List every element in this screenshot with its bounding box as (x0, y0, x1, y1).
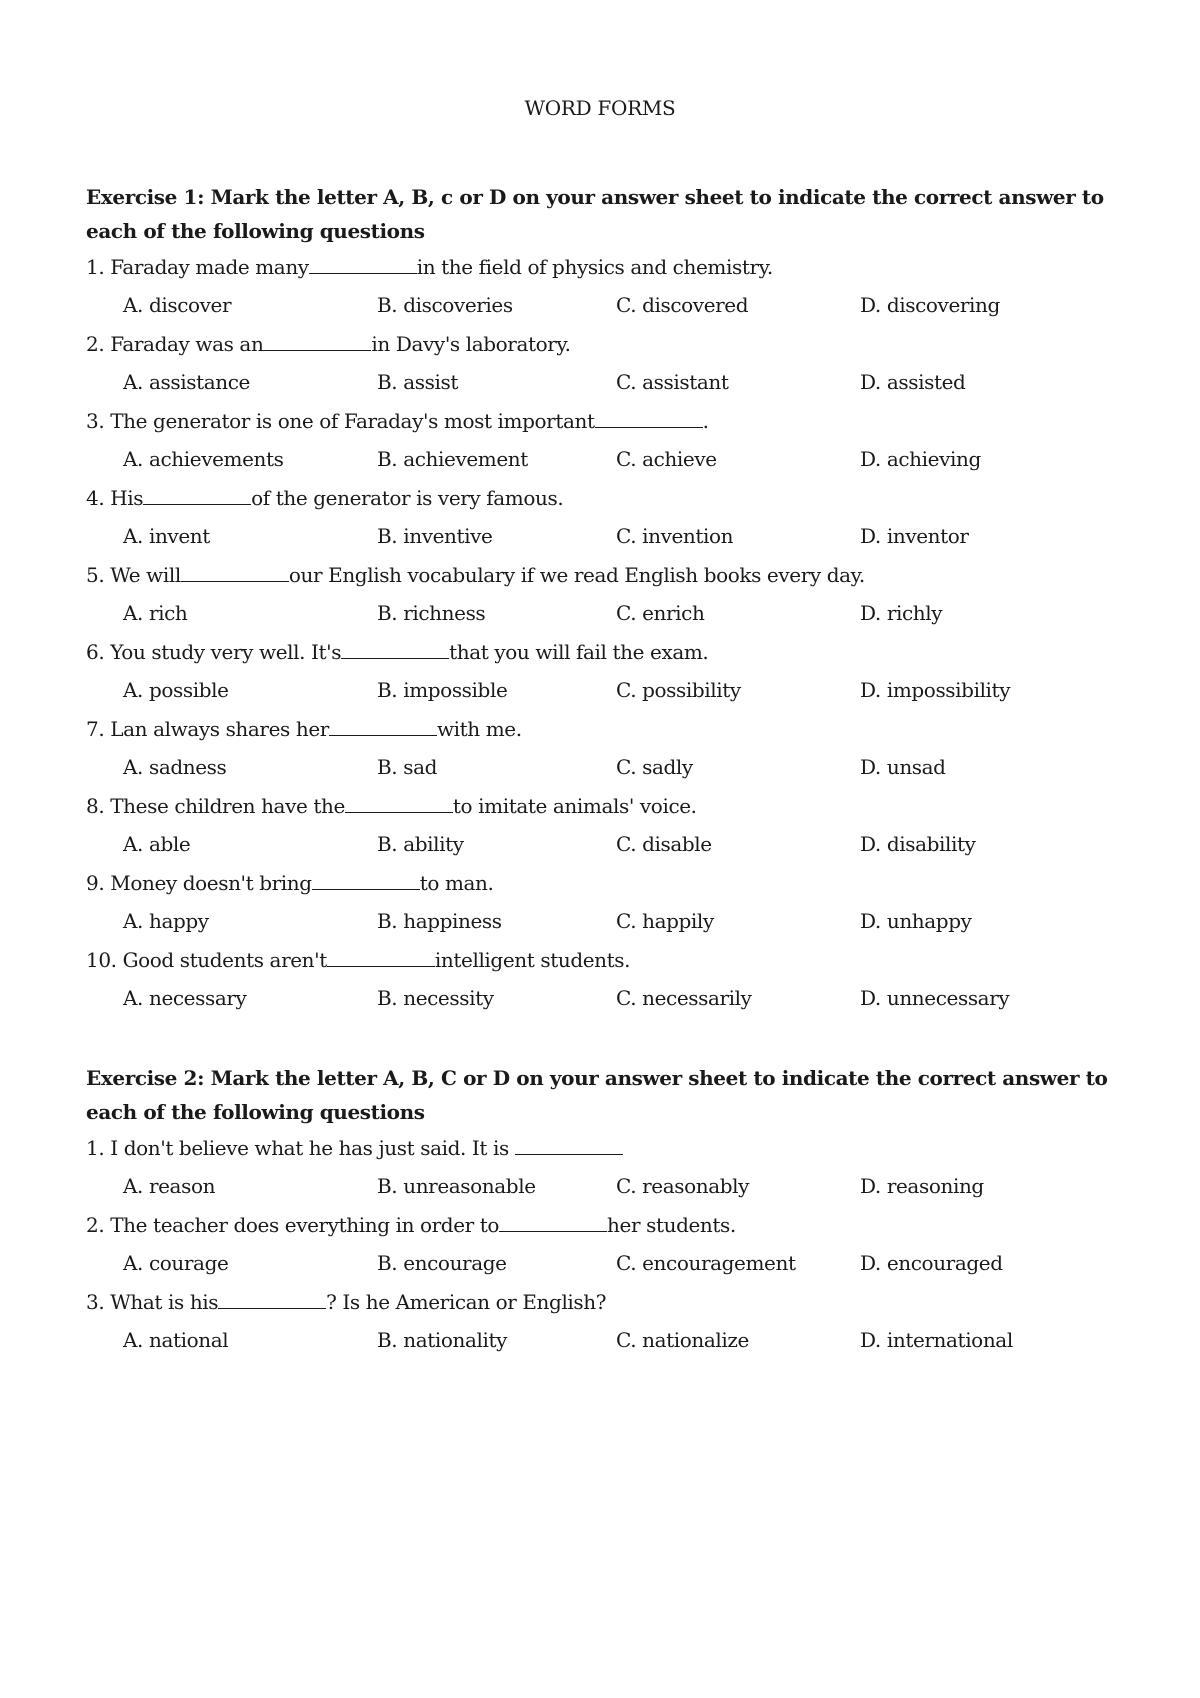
option-d: D. assisted (860, 370, 966, 394)
answer-blank (499, 1213, 607, 1232)
answer-blank (181, 563, 289, 582)
options-2-1 (0, 1173, 1200, 1199)
answer-blank (595, 409, 703, 428)
option-c: C. discovered (616, 293, 749, 317)
option-a: A. necessary (123, 986, 247, 1010)
option-a: A. possible (123, 678, 229, 702)
option-d: D. unsad (860, 755, 946, 779)
option-d: D. inventor (860, 524, 969, 548)
option-a: A. able (123, 832, 191, 856)
answer-blank (327, 948, 435, 967)
options-2-3 (0, 1327, 1200, 1353)
question-1-10: 10. Good students aren't intelligent students. (86, 948, 631, 972)
option-d: D. unhappy (860, 909, 972, 933)
option-b: B. inventive (377, 524, 493, 548)
options-1-5 (0, 600, 1200, 626)
options-1-1 (0, 292, 1200, 318)
question-1-1: 1. Faraday made many in the field of physics and chemistry. (86, 255, 773, 279)
answer-blank (263, 332, 371, 351)
option-a: A. discover (123, 293, 232, 317)
options-1-3 (0, 446, 1200, 472)
question-1-8: 8. These children have the to imitate animals' voice. (86, 794, 697, 818)
option-c: C. nationalize (616, 1328, 749, 1352)
option-a: A. courage (123, 1251, 229, 1275)
answer-blank (329, 717, 437, 736)
options-1-2 (0, 369, 1200, 395)
option-c: C. achieve (616, 447, 717, 471)
option-b: B. ability (377, 832, 464, 856)
option-d: D. discovering (860, 293, 1000, 317)
options-1-6 (0, 677, 1200, 703)
option-d: D. impossibility (860, 678, 1011, 702)
option-c: C. possibility (616, 678, 741, 702)
option-c: C. invention (616, 524, 734, 548)
answer-blank (309, 255, 417, 274)
option-b: B. richness (377, 601, 486, 625)
option-a: A. national (123, 1328, 229, 1352)
option-d: D. richly (860, 601, 943, 625)
question-1-7: 7. Lan always shares her with me. (86, 717, 522, 741)
option-c: C. sadly (616, 755, 693, 779)
answer-blank (218, 1290, 326, 1309)
options-2-2 (0, 1250, 1200, 1276)
option-c: C. happily (616, 909, 714, 933)
answer-blank (341, 640, 449, 659)
option-b: B. necessity (377, 986, 494, 1010)
question-1-2: 2. Faraday was an in Davy's laboratory. (86, 332, 571, 356)
option-b: B. assist (377, 370, 458, 394)
option-c: C. enrich (616, 601, 705, 625)
option-d: D. encouraged (860, 1251, 1003, 1275)
question-1-9: 9. Money doesn't bring to man. (86, 871, 494, 895)
option-a: A. sadness (123, 755, 227, 779)
options-1-7 (0, 754, 1200, 780)
question-1-5: 5. We will our English vocabulary if we read English books every day. (86, 563, 865, 587)
exercise-2-heading: Exercise 2: Mark the letter A, B, C or D on your answer sheet to indicate the correct answer to each of the following questions (86, 1066, 1108, 1124)
options-1-4 (0, 523, 1200, 549)
option-d: D. achieving (860, 447, 981, 471)
option-b: B. unreasonable (377, 1174, 536, 1198)
option-c: C. disable (616, 832, 712, 856)
answer-blank (143, 486, 251, 505)
question-1-4: 4. His of the generator is very famous. (86, 486, 564, 510)
option-a: A. rich (123, 601, 188, 625)
option-a: A. assistance (123, 370, 250, 394)
option-d: D. international (860, 1328, 1013, 1352)
option-b: B. achievement (377, 447, 528, 471)
question-2-2: 2. The teacher does everything in order to her students. (86, 1213, 736, 1237)
option-a: A. invent (123, 524, 210, 548)
options-1-8 (0, 831, 1200, 857)
page-title: WORD FORMS (524, 96, 676, 120)
option-c: C. necessarily (616, 986, 752, 1010)
option-b: B. happiness (377, 909, 502, 933)
option-d: D. unnecessary (860, 986, 1010, 1010)
options-1-9 (0, 908, 1200, 934)
option-c: C. assistant (616, 370, 729, 394)
option-b: B. nationality (377, 1328, 508, 1352)
option-d: D. disability (860, 832, 976, 856)
question-2-3: 3. What is his ? Is he American or English? (86, 1290, 607, 1314)
option-a: A. reason (123, 1174, 216, 1198)
option-a: A. achievements (123, 447, 284, 471)
option-c: C. reasonably (616, 1174, 750, 1198)
answer-blank (312, 871, 420, 890)
options-1-10 (0, 985, 1200, 1011)
exercise-1-heading: Exercise 1: Mark the letter A, B, c or D on your answer sheet to indicate the correct answer to each of the following questions (86, 185, 1104, 243)
option-b: B. discoveries (377, 293, 513, 317)
option-d: D. reasoning (860, 1174, 984, 1198)
answer-blank (345, 794, 453, 813)
question-2-1: 1. I don't believe what he has just said. It is (86, 1135, 623, 1161)
option-c: C. encouragement (616, 1251, 796, 1275)
option-b: B. impossible (377, 678, 508, 702)
answer-blank (515, 1136, 623, 1155)
question-1-3: 3. The generator is one of Faraday's most important . (86, 409, 709, 433)
option-b: B. encourage (377, 1251, 507, 1275)
option-b: B. sad (377, 755, 438, 779)
option-a: A. happy (123, 909, 209, 933)
question-1-6: 6. You study very well. It's that you will fail the exam. (86, 640, 709, 664)
